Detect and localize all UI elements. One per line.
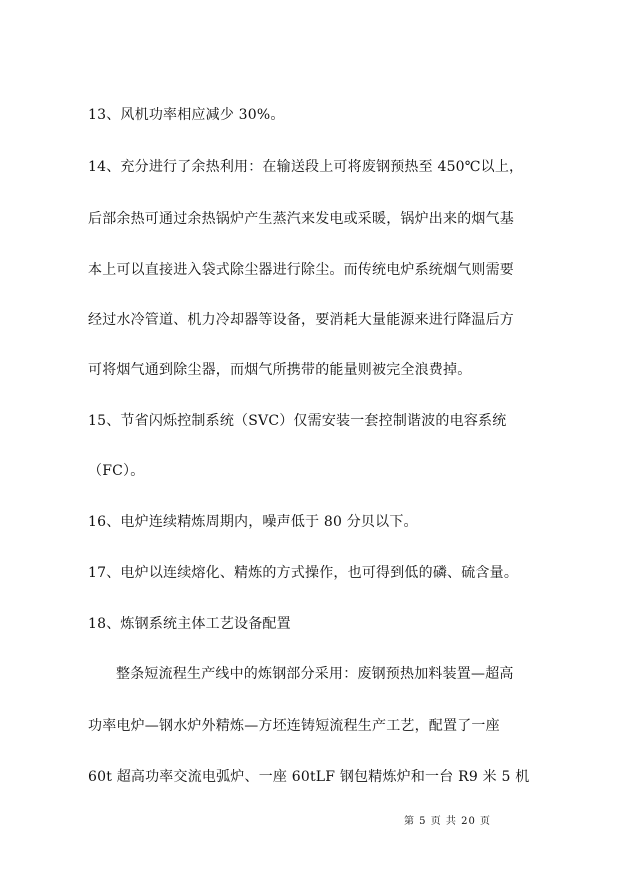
text-line-14: 14、充分进行了余热利用：在输送段上可将废钢预热至 450℃以上， (88, 159, 524, 175)
text-line-17: 17、电炉以连续熔化、精炼的方式操作，也可得到低的磷、硫含量。 (88, 565, 519, 581)
text-line-14-cont-1: 后部余热可通过余热锅炉产生蒸汽来发电或采暖，锅炉出来的烟气基 (88, 211, 514, 227)
text-line-15-cont: （FC）。 (88, 463, 145, 479)
text-line-14-cont-3: 经过水冷管道、机力冷却器等设备，要消耗大量能源来进行降温后方 (88, 312, 514, 328)
text-line-13: 13、风机功率相应减少 30%。 (88, 107, 285, 123)
text-line-18: 18、炼钢系统主体工艺设备配置 (88, 616, 291, 632)
page-number-footer: 第 5 页 共 20 页 (404, 816, 491, 827)
text-line-14-cont-2: 本上可以直接进入袋式除尘器进行除尘。而传统电炉系统烟气则需要 (88, 262, 514, 278)
paragraph-line-3: 60t 超高功率交流电弧炉、一座 60tLF 钢包精炼炉和一台 R9 米 5 机 (88, 769, 530, 785)
text-line-15: 15、节省闪烁控制系统（SVC）仅需安装一套控制谐波的电容系统 (88, 413, 507, 429)
text-line-16: 16、电炉连续精炼周期内，噪声低于 80 分贝以下。 (88, 514, 418, 530)
paragraph-line-1: 整条短流程生产线中的炼钢部分采用：废钢预热加料装置—超高 (116, 666, 514, 682)
text-line-14-cont-4: 可将烟气通到除尘器，而烟气所携带的能量则被完全浪费掉。 (88, 362, 472, 378)
paragraph-line-2: 功率电炉—钢水炉外精炼—方坯连铸短流程生产工艺，配置了一座 (88, 718, 500, 734)
